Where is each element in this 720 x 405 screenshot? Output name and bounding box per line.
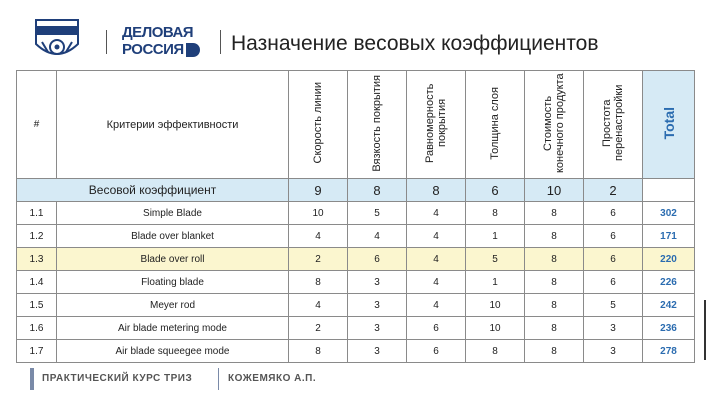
row-number: 1.2 — [17, 225, 57, 248]
weight-label: Весовой коэффициент — [17, 179, 289, 202]
row-score: 1 — [466, 225, 525, 248]
column-header-label: Равномерность покрытия — [424, 83, 448, 163]
row-score: 8 — [466, 340, 525, 363]
total-header — [643, 71, 695, 179]
delovaya-rossiya-logo — [122, 24, 212, 64]
row-score: 8 — [525, 294, 584, 317]
weight-value: 8 — [407, 179, 466, 202]
criteria-header: Критерии эффективности — [57, 71, 289, 179]
row-score: 2 — [289, 317, 348, 340]
row-number: 1.5 — [17, 294, 57, 317]
column-header-label: Скорость линии — [312, 82, 324, 164]
footer-author: КОЖЕМЯКО А.П. — [228, 373, 317, 384]
total-header-label: Total — [660, 106, 677, 140]
course-logo — [28, 14, 86, 64]
row-score: 5 — [348, 202, 407, 225]
row-criteria-name: Simple Blade — [57, 202, 289, 225]
row-number: 1.3 — [17, 248, 57, 271]
row-score: 4 — [407, 271, 466, 294]
row-score: 4 — [348, 225, 407, 248]
column-header — [289, 71, 348, 179]
logo-line-2-text: РОССИЯ — [122, 41, 184, 58]
footer-divider — [218, 368, 219, 390]
row-score: 6 — [584, 225, 643, 248]
weight-total-empty — [643, 179, 695, 202]
row-score: 8 — [289, 340, 348, 363]
row-number: 1.7 — [17, 340, 57, 363]
column-header — [584, 71, 643, 179]
row-score: 3 — [348, 340, 407, 363]
row-score: 6 — [407, 317, 466, 340]
header-divider-1 — [106, 30, 107, 54]
table-row — [17, 225, 695, 248]
row-score: 2 — [289, 248, 348, 271]
row-score: 4 — [407, 202, 466, 225]
row-score: 6 — [348, 248, 407, 271]
slide-edge — [704, 300, 706, 360]
row-score: 8 — [466, 202, 525, 225]
table-body — [17, 202, 695, 363]
column-header-label: Простота перенастройки — [601, 84, 625, 162]
row-number: 1.1 — [17, 202, 57, 225]
row-score: 4 — [407, 225, 466, 248]
weight-value: 2 — [584, 179, 643, 202]
row-score: 6 — [584, 248, 643, 271]
row-criteria-name: Air blade squeegee mode — [57, 340, 289, 363]
row-criteria-name: Blade over roll — [57, 248, 289, 271]
header-row — [17, 71, 695, 179]
row-criteria-name: Meyer rod — [57, 294, 289, 317]
row-score: 8 — [289, 271, 348, 294]
column-header — [525, 71, 584, 179]
weight-value: 6 — [466, 179, 525, 202]
row-score: 6 — [584, 271, 643, 294]
row-total: 242 — [643, 294, 695, 317]
row-score: 3 — [584, 317, 643, 340]
row-score: 3 — [348, 294, 407, 317]
row-score: 3 — [584, 340, 643, 363]
row-criteria-name: Blade over blanket — [57, 225, 289, 248]
row-score: 8 — [525, 248, 584, 271]
row-total: 302 — [643, 202, 695, 225]
row-score: 4 — [407, 248, 466, 271]
header-divider-2 — [220, 30, 221, 54]
table-row — [17, 271, 695, 294]
table-row — [17, 317, 695, 340]
weight-value: 10 — [525, 179, 584, 202]
row-criteria-name: Air blade metering mode — [57, 317, 289, 340]
logo-d-mark — [186, 43, 200, 57]
row-number: 1.6 — [17, 317, 57, 340]
row-number: 1.4 — [17, 271, 57, 294]
table-row — [17, 340, 695, 363]
row-score: 5 — [466, 248, 525, 271]
row-score: 3 — [348, 317, 407, 340]
table-row — [17, 202, 695, 225]
logo-line-1: ДЕЛОВАЯ — [122, 24, 194, 41]
row-score: 5 — [584, 294, 643, 317]
footer-course: ПРАКТИЧЕСКИЙ КУРС ТРИЗ — [42, 373, 193, 384]
column-header — [466, 71, 525, 179]
row-score: 3 — [348, 271, 407, 294]
row-criteria-name: Floating blade — [57, 271, 289, 294]
row-total: 220 — [643, 248, 695, 271]
logo-line-2 — [122, 41, 212, 58]
row-score: 6 — [584, 202, 643, 225]
row-score: 1 — [466, 271, 525, 294]
row-score: 8 — [525, 202, 584, 225]
row-score: 8 — [525, 271, 584, 294]
row-score: 10 — [289, 202, 348, 225]
footer-bar — [30, 368, 34, 390]
weight-value: 8 — [348, 179, 407, 202]
row-score: 4 — [407, 294, 466, 317]
num-header: # — [17, 71, 57, 179]
column-header-label: Вязкость покрытия — [371, 74, 383, 172]
row-score: 6 — [407, 340, 466, 363]
row-score: 8 — [525, 317, 584, 340]
row-total: 226 — [643, 271, 695, 294]
row-score: 10 — [466, 317, 525, 340]
column-header — [348, 71, 407, 179]
row-total: 171 — [643, 225, 695, 248]
row-total: 236 — [643, 317, 695, 340]
criteria-table — [16, 70, 695, 363]
table-row — [17, 248, 695, 271]
column-header-label: Стоимость конечного продукта — [542, 73, 566, 173]
row-total: 278 — [643, 340, 695, 363]
row-score: 8 — [525, 225, 584, 248]
row-score: 8 — [525, 340, 584, 363]
weight-row — [17, 179, 695, 202]
weight-value: 9 — [289, 179, 348, 202]
row-score: 10 — [466, 294, 525, 317]
slide-header — [0, 0, 720, 70]
column-header — [407, 71, 466, 179]
row-score: 4 — [289, 225, 348, 248]
column-header-label: Толщина слоя — [489, 86, 501, 160]
table-row — [17, 294, 695, 317]
row-score: 4 — [289, 294, 348, 317]
page-title: Назначение весовых коэффициентов — [231, 32, 599, 55]
slide-footer — [18, 362, 698, 392]
